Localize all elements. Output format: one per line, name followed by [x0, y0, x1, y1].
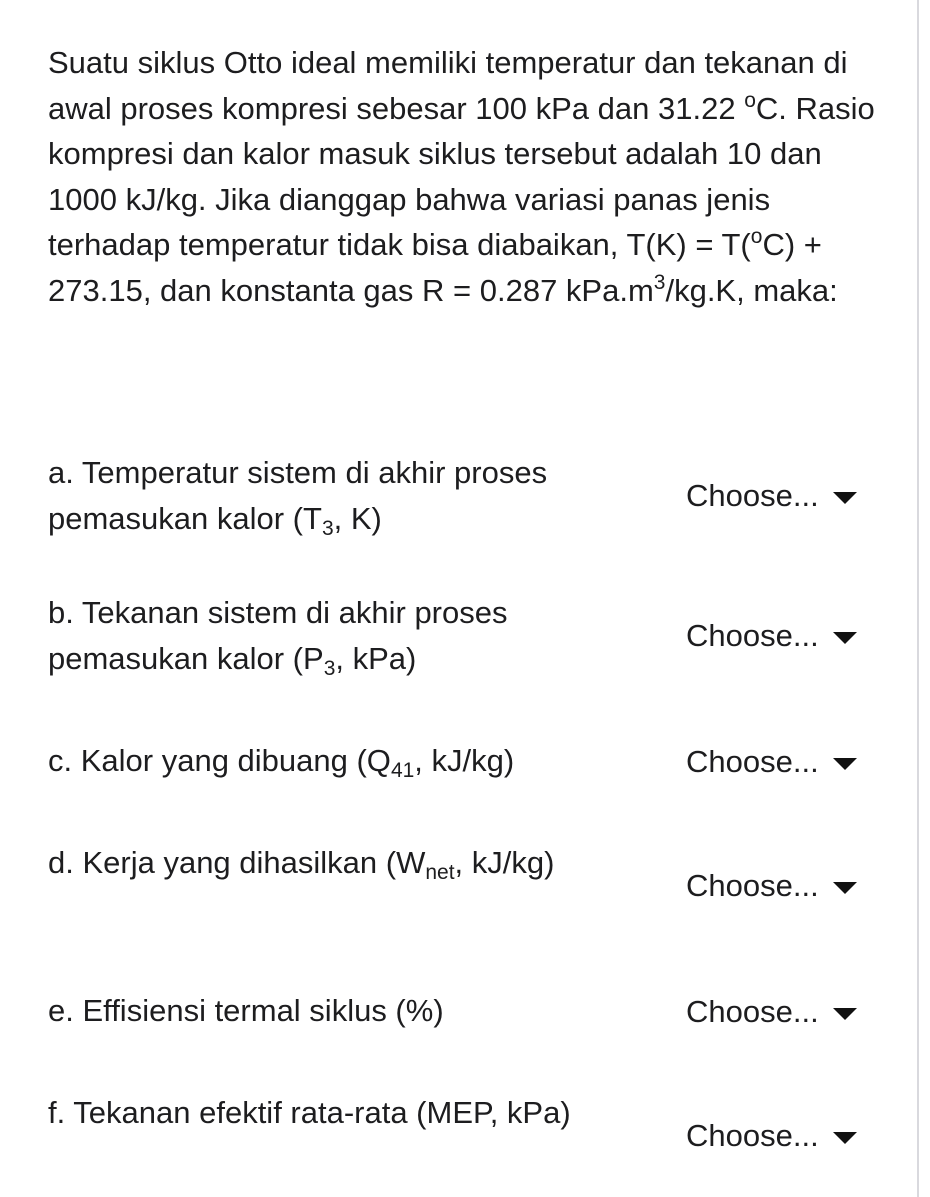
question-text [48, 40, 878, 313]
caret-down-icon [833, 492, 857, 504]
select-value: Choose... [686, 1118, 819, 1153]
label-text: , K) [333, 500, 382, 536]
select-value: Choose... [686, 478, 819, 513]
answer-label-b [48, 590, 608, 681]
caret-down-icon [833, 1132, 857, 1144]
question-text-part-1: Suatu siklus Otto ideal memiliki temperatur dan tekanan di awal proses kompresi sebesar 100 kPa dan 31.22 [48, 45, 848, 126]
answer-select-c[interactable] [686, 738, 886, 786]
answer-select-f[interactable] [686, 1112, 886, 1160]
caret-down-icon [833, 632, 857, 644]
answer-row-f [48, 1090, 888, 1190]
select-value: Choose... [686, 994, 819, 1029]
answer-row-c [48, 738, 888, 838]
question-text-part-2: C. Rasio kompresi dan kalor masuk siklus tersebut adalah 10 dan 1000 kJ/kg. Jika dianggap bahwa variasi panas jenis terhadap temperatur tidak bisa diabaikan, T(K) = T( [48, 90, 875, 262]
caret-down-icon [833, 758, 857, 770]
caret-down-icon [833, 1008, 857, 1020]
degree-symbol: o [744, 88, 756, 112]
answer-row-a [48, 450, 888, 550]
answer-select-d[interactable] [686, 862, 886, 910]
exponent: 3 [653, 270, 666, 294]
subscript: 3 [323, 656, 336, 680]
label-text: , kPa) [335, 640, 417, 676]
answer-select-b[interactable] [686, 612, 886, 660]
answer-label-f: f. Tekanan efektif rata-rata (MEP, kPa) [48, 1095, 571, 1130]
label-text: , kJ/kg) [454, 845, 555, 880]
caret-down-icon [833, 882, 857, 894]
label-text: , kJ/kg) [414, 743, 515, 778]
question-text-part-3: C) + 273.15, dan konstanta gas R = 0.287 kPa.m [48, 227, 822, 308]
answer-label-a [48, 450, 608, 541]
answer-label-e: e. Effisiensi termal siklus (%) [48, 993, 444, 1028]
label-text: c. Kalor yang dibuang (Q [48, 743, 391, 778]
answer-row-d [48, 840, 888, 940]
answer-row-e [48, 988, 888, 1088]
answer-row-b [48, 590, 888, 690]
label-text: b. Tekanan sistem di akhir proses pemasukan kalor (P [48, 595, 508, 676]
degree-symbol: o [750, 225, 763, 248]
label-text: d. Kerja yang dihasilkan (W [48, 845, 426, 880]
answer-select-a[interactable] [686, 472, 886, 520]
select-value: Choose... [686, 868, 819, 903]
subscript: net [425, 861, 455, 884]
select-value: Choose... [686, 618, 819, 653]
answer-select-e[interactable] [686, 988, 886, 1036]
question-text-part-4: /kg.K, maka: [665, 272, 838, 308]
answer-label-d [48, 840, 608, 886]
select-value: Choose... [686, 744, 819, 779]
label-text: a. Temperatur sistem di akhir proses pemasukan kalor (T [48, 455, 548, 536]
subscript: 41 [390, 759, 415, 782]
subscript: 3 [321, 516, 334, 540]
answer-label-c [48, 738, 608, 784]
